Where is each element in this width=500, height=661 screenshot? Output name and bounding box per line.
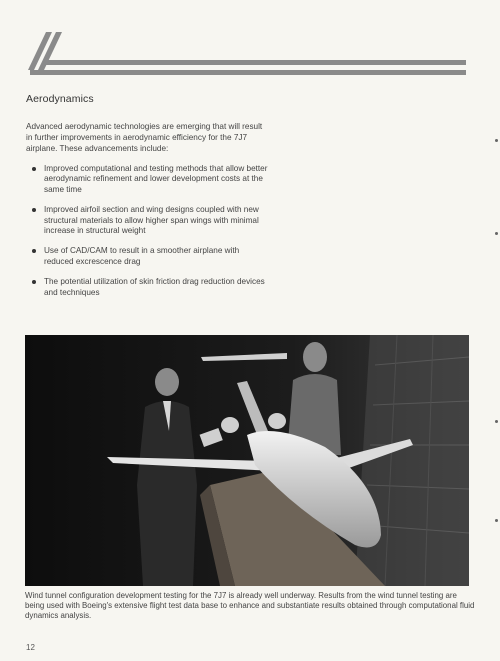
list-item [32,277,268,298]
intro-paragraph: Advanced aerodynamic technologies are emerging that will result in further improvements in aerodynamic efficiency for the 7J7 airplane. These advancements include: [26,122,263,153]
margin-hole-mark [495,139,498,142]
section-heading: Aerodynamics [26,93,94,105]
bullet-icon [32,249,36,253]
list-item [32,205,268,236]
list-item-text: Improved airfoil section and wing designs coupled with new structural materials to allow higher span wings with minimal increase in structural weight [44,205,259,236]
margin-hole-mark [495,232,498,235]
figure-caption: Wind tunnel configuration development testing for the 7J7 is already well underway. Results from the wind tunnel testing are being used with Boeing's extensive flight test data base to enhance and substantiate results obtained through computational fluid dynamics analysis. [25,591,475,621]
margin-hole-mark [495,519,498,522]
list-item-text: The potential utilization of skin friction drag reduction devices and techniques [44,277,265,297]
advancement-list [32,164,268,308]
list-item [32,246,268,267]
list-item-text: Use of CAD/CAM to result in a smoother airplane with reduced excrescence drag [44,246,240,266]
list-item-text: Improved computational and testing methods that allow better aerodynamic refinement and lower development costs at the same time [44,164,268,194]
wind-tunnel-photo [25,335,469,586]
bullet-icon [32,280,36,284]
page-number: 12 [26,643,35,652]
bullet-icon [32,167,36,171]
margin-hole-mark [495,420,498,423]
header-rule-graphic [24,30,472,78]
bullet-icon [32,208,36,212]
list-item [32,164,268,195]
